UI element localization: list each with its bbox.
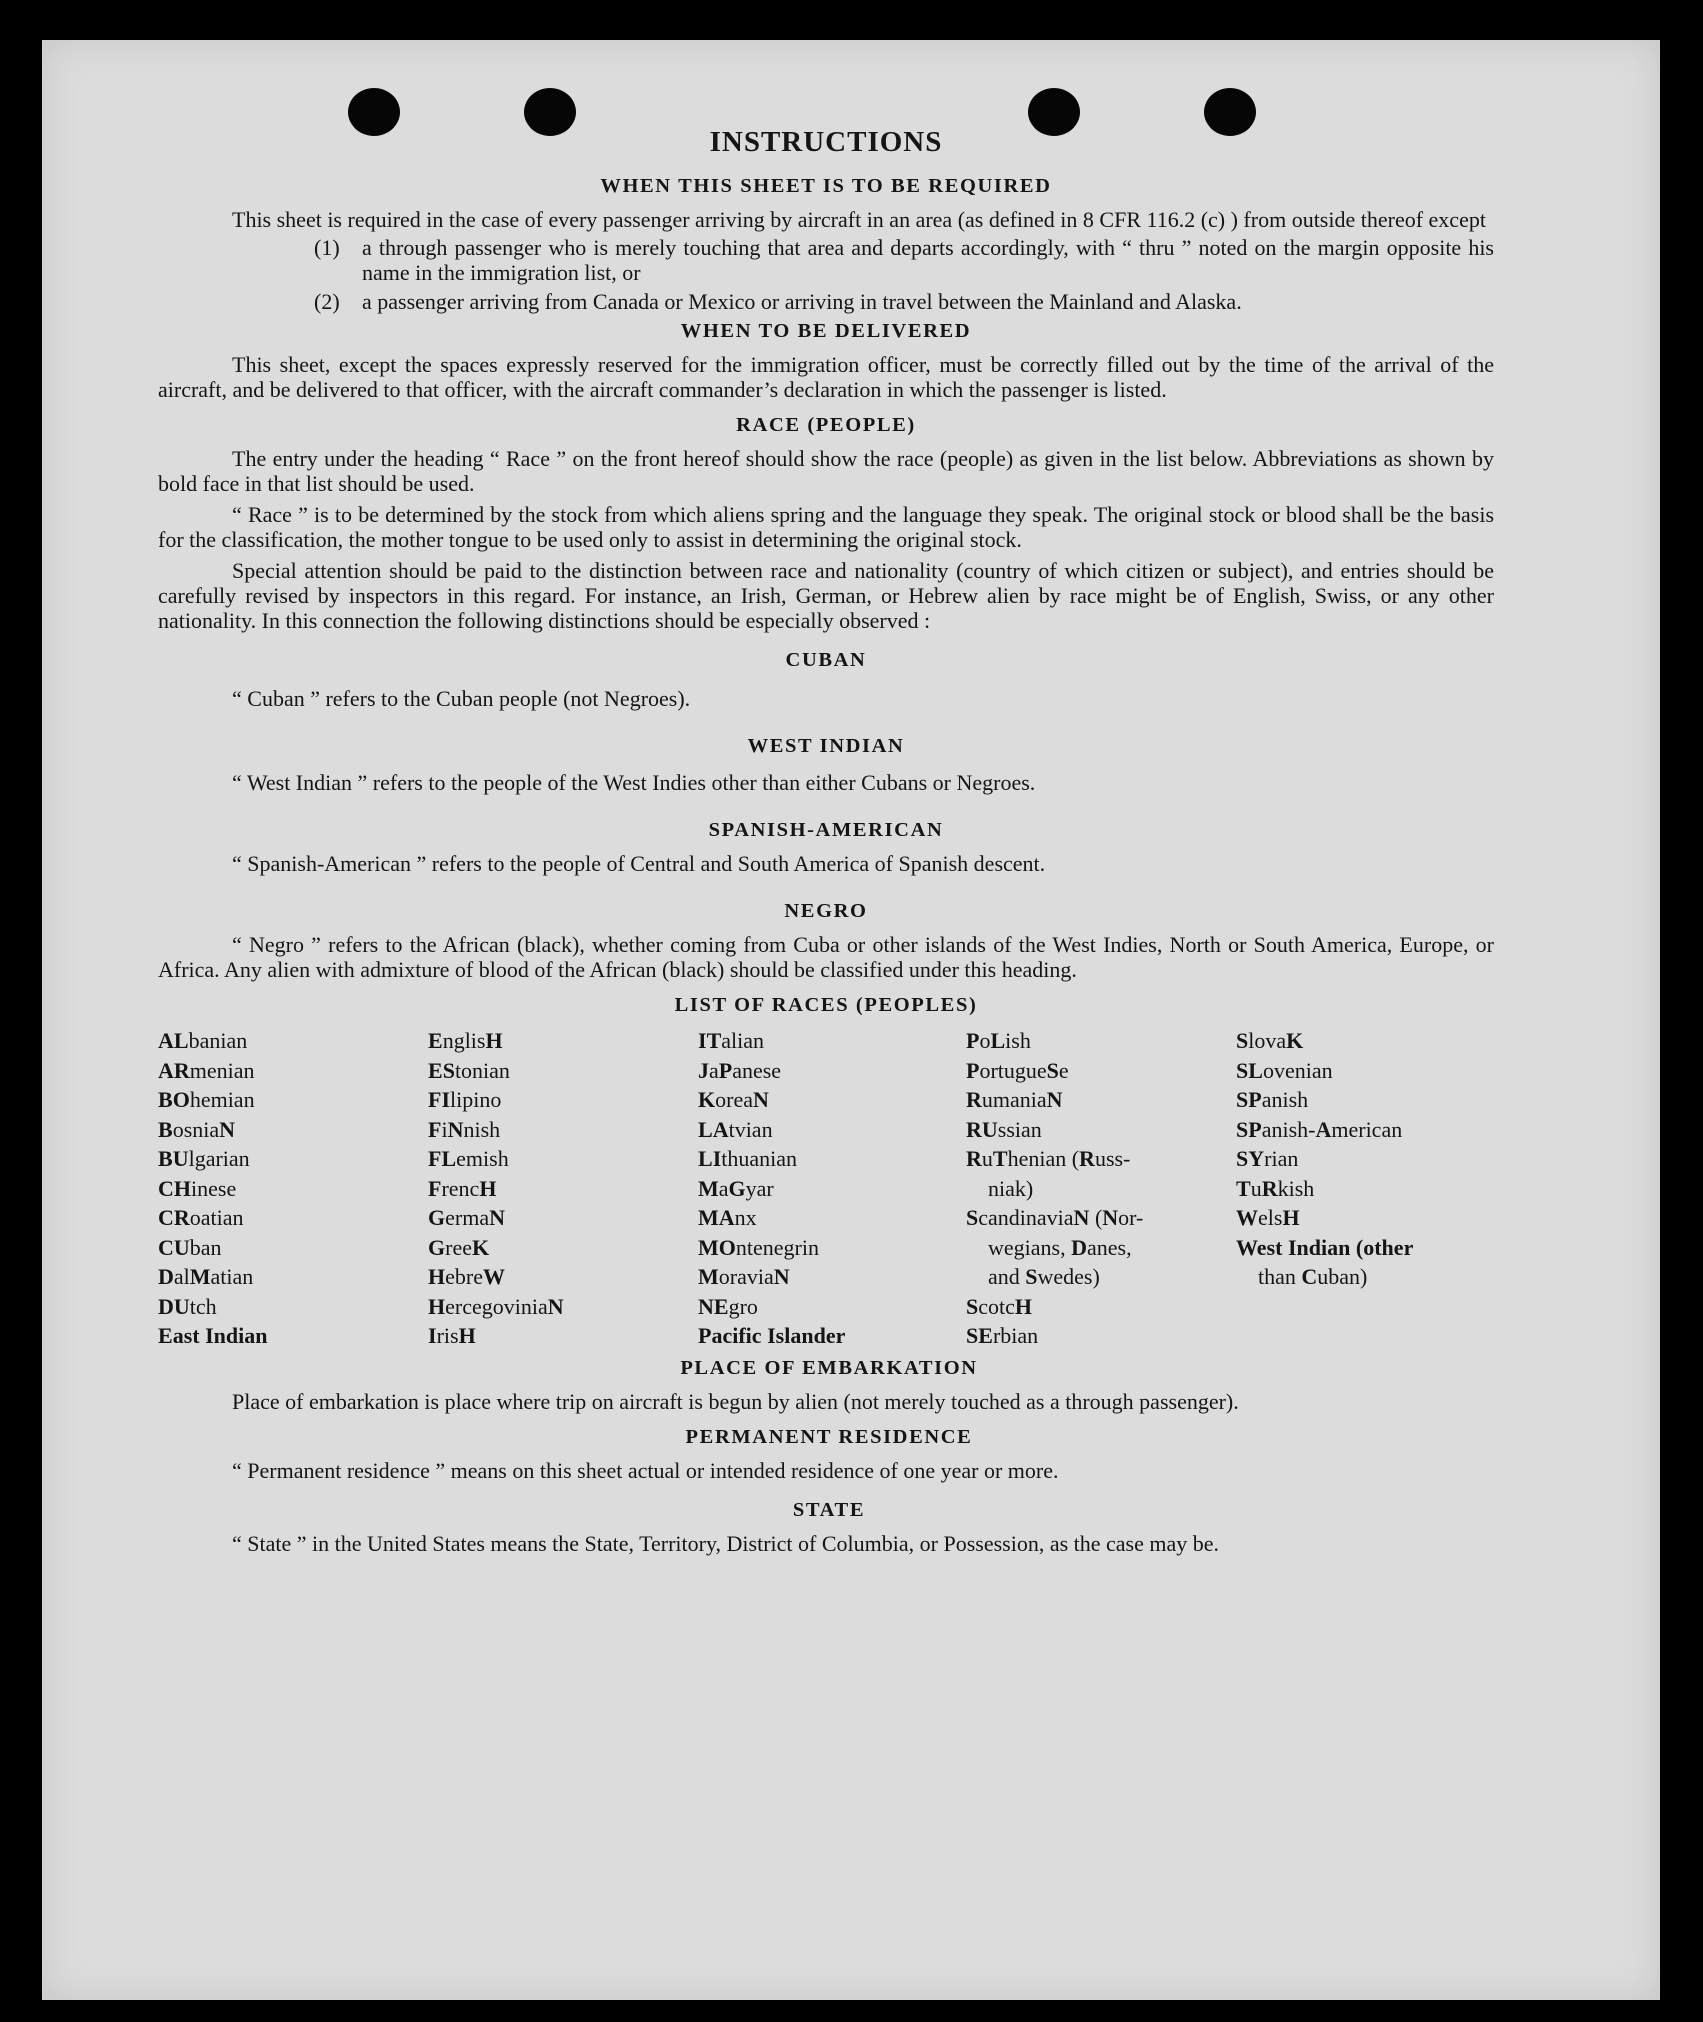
race-entry: IrisH — [428, 1323, 476, 1348]
residence-definition: “ Permanent residence ” means on this sheet actual or intended residence of one year or more. — [232, 1457, 1059, 1483]
race-entry: ITalian — [698, 1028, 765, 1053]
section-heading-required: WHEN THIS SHEET IS TO BE REQUIRED — [600, 175, 1052, 197]
race-entry: wegians, Danes, — [988, 1234, 1132, 1260]
section-heading-list-of-races: LIST OF RACES (PEOPLES) — [674, 994, 978, 1016]
race-entry: MoraviaN — [698, 1264, 790, 1289]
race-entry: SYrian — [1236, 1146, 1299, 1171]
race-entry: RUssian — [966, 1116, 1042, 1142]
race-entry: East Indian — [158, 1323, 268, 1348]
race-entry: NEgro — [698, 1293, 758, 1319]
race-entry: MaGyar — [698, 1175, 774, 1201]
section-heading-residence: PERMANENT RESIDENCE — [685, 1425, 973, 1448]
race-entry: DalMatian — [158, 1264, 254, 1289]
section-heading-delivered: WHEN TO BE DELIVERED — [680, 320, 972, 342]
race-entry: GreeK — [428, 1234, 490, 1260]
race-entry: GermaN — [428, 1205, 505, 1230]
race-entry: ScandinaviaN (Nor- — [966, 1205, 1144, 1230]
race-entry: BOhemian — [158, 1087, 255, 1112]
race-entry: ARmenian — [158, 1057, 255, 1083]
spanish-american-definition: “ Spanish-American ” refers to the people of Central and South America of Spanish descent. — [232, 851, 1046, 876]
state-definition: “ State ” in the United States means the State, Territory, District of Columbia, or Possession, as the case may be. — [232, 1530, 1220, 1556]
section-heading-embarkation: PLACE OF EMBARKATION — [680, 1356, 978, 1379]
page-title: INSTRUCTIONS — [709, 126, 943, 158]
section-heading-cuban: CUBAN — [785, 649, 867, 671]
race-entry: CUban — [158, 1234, 222, 1260]
exception-item-2 — [158, 289, 1494, 314]
race-entry: DUtch — [158, 1293, 217, 1319]
race-entry: LIthuanian — [698, 1146, 798, 1171]
section-heading-state: STATE — [792, 1498, 866, 1521]
races-list — [158, 1026, 1494, 1351]
race-entry: and Swedes) — [988, 1264, 1100, 1289]
races-column — [698, 1026, 966, 1351]
race-entry: WelsH — [1236, 1205, 1300, 1230]
race-entry: HercegoviniaN — [428, 1293, 564, 1319]
item-text: a passenger arriving from Canada or Mexico or arriving in travel between the Mainland and Alaska. — [362, 289, 1242, 314]
cuban-definition: “ Cuban ” refers to the Cuban people (not Negroes). — [232, 686, 691, 711]
race-entry: SErbian — [966, 1323, 1039, 1348]
race-entry: West Indian (other — [1236, 1234, 1414, 1260]
race-entry: TuRkish — [1236, 1175, 1315, 1201]
section-heading-negro: NEGRO — [784, 900, 868, 922]
section-heading-spanish-american: SPANISH-AMERICAN — [708, 819, 944, 841]
race-entry: PortugueSe — [966, 1057, 1069, 1083]
race-entry: BosniaN — [158, 1116, 236, 1142]
race-entry: RuThenian (Russ- — [966, 1146, 1131, 1171]
race-entry: HebreW — [428, 1264, 505, 1289]
races-column — [966, 1026, 1236, 1351]
race-entry: CHinese — [158, 1175, 237, 1201]
race-entry: RumaniaN — [966, 1087, 1063, 1112]
races-column — [1236, 1026, 1494, 1351]
race-entry: EnglisH — [428, 1028, 503, 1053]
race-entry: KoreaN — [698, 1087, 769, 1112]
race-entry: FLemish — [428, 1146, 509, 1171]
item-number: (2) — [314, 289, 340, 314]
race-entry: ScotcH — [966, 1293, 1033, 1319]
item-number: (1) — [314, 235, 340, 260]
race-entry: CRoatian — [158, 1205, 244, 1230]
race-paragraph-2: “ Race ” is to be determined by the stock from which aliens spring and the language they speak. The original stock or blood shall be the basis for the classification, the mother tongue to be used only to assist in determining the original stock. — [158, 502, 1494, 552]
race-entry: LAtvian — [698, 1116, 773, 1142]
race-paragraph-1: The entry under the heading “ Race ” on the front hereof should show the race (people) as given in the list below. Abbreviations as shown by bold face in that list should be used. — [158, 446, 1494, 496]
race-paragraph-3: Special attention should be paid to the distinction between race and nationality (country of which citizen or subject), and entries should be carefully revised by inspectors in this regard. For instance, an Irish, German, or Hebrew alien by race might be of English, Swiss, or any other nationality. In this connection the following distinctions should be especially observed : — [158, 558, 1494, 633]
race-entry: SlovaK — [1236, 1028, 1304, 1053]
race-entry: ALbanian — [158, 1028, 248, 1053]
embarkation-text: Place of embarkation is place where trip on aircraft is begun by alien (not merely touched as a through passenger). — [232, 1388, 1239, 1414]
section-heading-race: RACE (PEOPLE) — [736, 414, 916, 436]
races-column — [158, 1026, 428, 1351]
race-entry: MOntenegrin — [698, 1234, 819, 1260]
west-indian-definition: “ West Indian ” refers to the people of the West Indies other than either Cubans or Negroes. — [232, 770, 1036, 795]
race-entry: BUlgarian — [158, 1146, 250, 1171]
race-entry: JaPanese — [698, 1057, 782, 1083]
race-entry: niak) — [988, 1175, 1034, 1201]
race-entry: SLovenian — [1236, 1057, 1333, 1083]
instructions-content — [158, 126, 1494, 1556]
race-entry: MAnx — [698, 1205, 757, 1230]
race-entry: PoLish — [966, 1028, 1031, 1053]
race-entry: FIlipino — [428, 1087, 502, 1112]
race-entry: Pacific Islander — [698, 1323, 846, 1348]
race-entry: than Cuban) — [1258, 1264, 1368, 1289]
item-text: a through passenger who is merely touching that area and departs accordingly, with “ thru ” noted on the margin opposite his name in the immigration list, or — [362, 235, 1494, 285]
race-entry: EStonian — [428, 1057, 510, 1083]
delivered-text: This sheet, except the spaces expressly reserved for the immigration officer, must be correctly filled out by the time of the arrival of the aircraft, and be delivered to that officer, with the aircraft commander’s declaration in which the passenger is listed. — [158, 352, 1494, 402]
required-intro: This sheet is required in the case of every passenger arriving by aircraft in an area (as defined in 8 CFR 116.2 (c) ) from outside thereof except — [232, 207, 1486, 232]
race-entry: SPanish — [1236, 1087, 1309, 1112]
race-entry: SPanish-American — [1236, 1116, 1403, 1142]
race-entry: FrencH — [428, 1175, 497, 1201]
exception-item-1 — [158, 235, 1494, 285]
race-entry: FiNnish — [428, 1116, 501, 1142]
section-heading-west-indian: WEST INDIAN — [747, 735, 905, 757]
races-column — [428, 1026, 698, 1351]
negro-definition: “ Negro ” refers to the African (black), whether coming from Cuba or other islands of the West Indies, North or South America, Europe, or Africa. Any alien with admixture of blood of the African (black) should be classified under this heading. — [158, 932, 1494, 982]
